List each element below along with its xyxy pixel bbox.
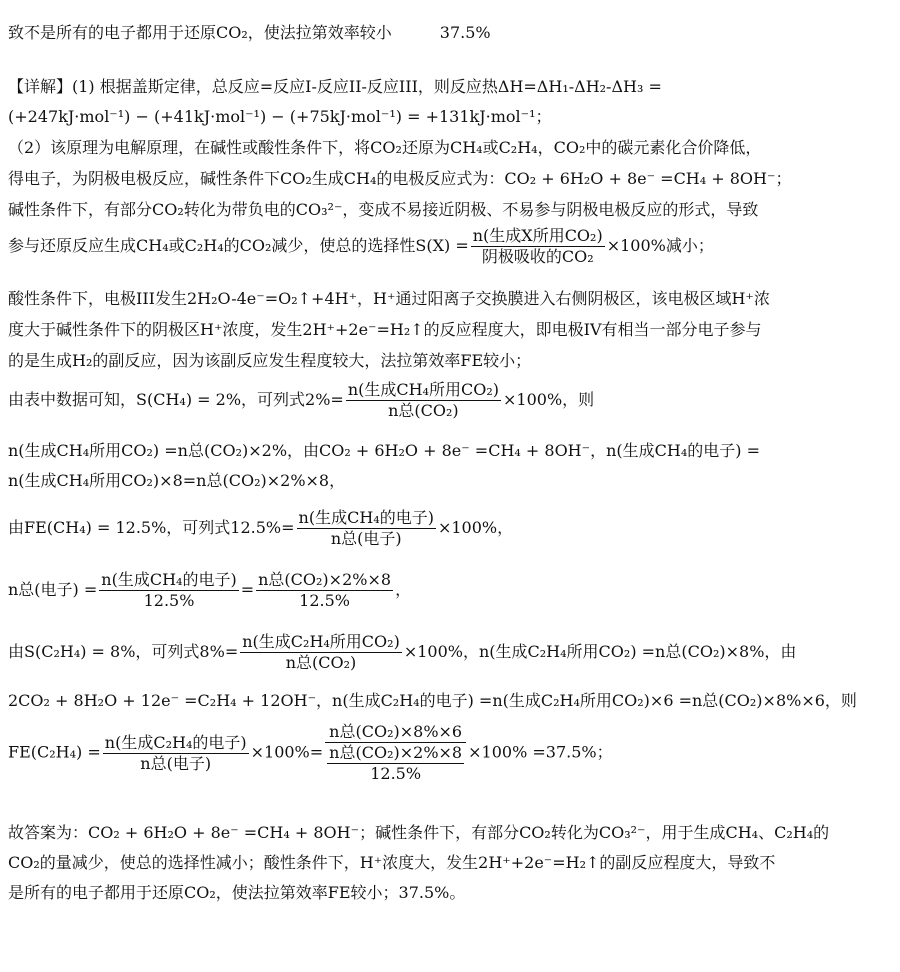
text-segment: =	[240, 580, 255, 599]
text-line-1: 致不是所有的电子都用于还原CO₂，使法拉第效率较小 37.5%	[8, 23, 491, 42]
fraction-numerator: n(生成CH₄的电子)	[298, 508, 434, 527]
text-line-5: 得电子，为阴极电极反应，碱性条件下CO₂生成CH₄的电极反应式为：CO₂ + 6H₂O + 8e⁻ =CH₄ + 8OH⁻；	[8, 169, 792, 188]
fraction	[103, 733, 249, 774]
fraction-denominator: n总(CO₂)	[388, 401, 459, 420]
fraction-denominator: n总(CO₂)	[285, 653, 357, 672]
fraction-numerator: n(生成C₂H₄的电子)	[104, 732, 247, 752]
fraction-numerator: n(生成CH₄所用CO₂)	[347, 380, 499, 399]
fraction-numerator: n总(CO₂)×8%×6	[325, 722, 466, 743]
text-segment: ，	[395, 580, 412, 599]
text-line-17: 2CO₂ + 8H₂O + 12e⁻ =C₂H₄ + 12OH⁻，n(生成C₂H₄的电子) =n(生成C₂H₄所用CO₂)×6 =n总(CO₂)×8%×6，则	[8, 691, 857, 710]
text-line-19: 故答案为：CO₂ + 6H₂O + 8e⁻ =CH₄ + 8OH⁻；碱性条件下，有部分CO₂转化为CO₃²⁻，用于生成CH₄、C₂H₄的	[8, 823, 830, 842]
text-line-8: 酸性条件下，电极III发生2H₂O-4e⁻=O₂↑+4H⁺，H⁺通过阳离子交换膜进入右侧阴极区，该电极区域H⁺浓	[8, 289, 770, 308]
text-line-21: 是所有的电子都用于还原CO₂，使法拉第效率FE较小；37.5%。	[8, 883, 466, 902]
text-segment: FE(C₂H₄) =	[8, 742, 101, 762]
fraction-denominator: 12.5%	[143, 591, 195, 610]
text-line-20: CO₂的量减少，使总的选择性减小；酸性条件下，H⁺浓度大，发生2H⁺+2e⁻=H₂↑的副反应程度大，导致不	[8, 853, 776, 872]
fraction	[99, 570, 238, 611]
text-line-12: n(生成CH₄所用CO₂) =n总(CO₂)×2%，由CO₂ + 6H₂O + 8e⁻ =CH₄ + 8OH⁻，n(生成CH₄的电子) =	[8, 441, 760, 460]
fraction-denominator: 12.5%	[299, 591, 350, 610]
fraction	[346, 380, 501, 421]
nested-fraction	[327, 743, 464, 784]
text-segment: ×100%减小；	[606, 236, 714, 255]
text-segment: ×100% =37.5%；	[468, 742, 613, 762]
text-line-3: (+247kJ·mol⁻¹) − (+41kJ·mol⁻¹) − (+75kJ·mol⁻¹) = +131kJ·mol⁻¹；	[8, 107, 552, 126]
text-line-18	[8, 722, 613, 784]
text-line-16	[8, 632, 796, 673]
compound-fraction	[325, 722, 466, 784]
fraction-denominator: n总(电子)	[140, 753, 212, 773]
text-line-2: 【详解】(1) 根据盖斯定律，总反应=反应I-反应II-反应III，则反应热ΔH=ΔH₁-ΔH₂-ΔH₃ =	[8, 77, 662, 96]
text-segment: 由FE(CH₄) = 12.5%，可列式12.5%=	[8, 518, 295, 537]
text-segment: 由表中数据可知，S(CH₄) = 2%，可列式2%=	[8, 390, 344, 409]
fraction-numerator: n(生成CH₄的电子)	[101, 570, 237, 589]
fraction-numerator: n(生成X所用CO₂)	[472, 226, 603, 245]
text-segment: 由S(C₂H₄) = 8%，可列式8%=	[8, 642, 239, 661]
fraction-denominator: n总(电子)	[330, 529, 402, 548]
text-line-10: 的是生成H₂的副反应，因为该副反应发生程度较大，法拉第效率FE较小；	[8, 351, 532, 370]
text-segment: 参与还原反应生成CH₄或C₂H₄的CO₂减少，使总的选择性S(X) =	[8, 236, 469, 255]
text-line-9: 度大于碱性条件下的阴极区H⁺浓度，发生2H⁺+2e⁻=H₂↑的反应程度大，即电极IV有相当一部分电子参与	[8, 320, 762, 339]
text-segment: ×100%，n(生成C₂H₄所用CO₂) =n总(CO₂)×8%，由	[403, 642, 797, 661]
text-line-15	[8, 570, 411, 611]
text-segment: ×100%，则	[503, 390, 595, 409]
text-line-11	[8, 380, 594, 421]
fraction-denominator	[325, 743, 466, 784]
fraction-numerator: n(生成C₂H₄所用CO₂)	[242, 632, 400, 651]
text-line-14	[8, 508, 513, 549]
nested-numerator: n总(CO₂)×2%×8	[329, 743, 463, 762]
text-segment: ×100%，	[437, 518, 514, 537]
text-line-4: （2）该原理为电解原理，在碱性或酸性条件下，将CO₂还原为CH₄或C₂H₄，CO₂中的碳元素化合价降低，	[8, 138, 762, 157]
text-segment: n总(电子) =	[8, 580, 98, 599]
fraction	[471, 226, 605, 267]
text-line-7	[8, 226, 714, 267]
text-line-13: n(生成CH₄所用CO₂)×8=n总(CO₂)×2%×8，	[8, 471, 346, 490]
nested-denominator: 12.5%	[370, 764, 422, 783]
fraction	[297, 508, 436, 549]
fraction	[240, 632, 402, 673]
fraction-denominator: 阴极吸收的CO₂	[481, 247, 594, 266]
text-line-6: 碱性条件下，有部分CO₂转化为带负电的CO₃²⁻，变成不易接近阴极、不易参与阴极电极反应的形式，导致	[8, 200, 759, 219]
fraction	[256, 570, 393, 611]
text-segment: ×100%=	[250, 742, 324, 762]
fraction-numerator: n总(CO₂)×2%×8	[258, 570, 392, 589]
